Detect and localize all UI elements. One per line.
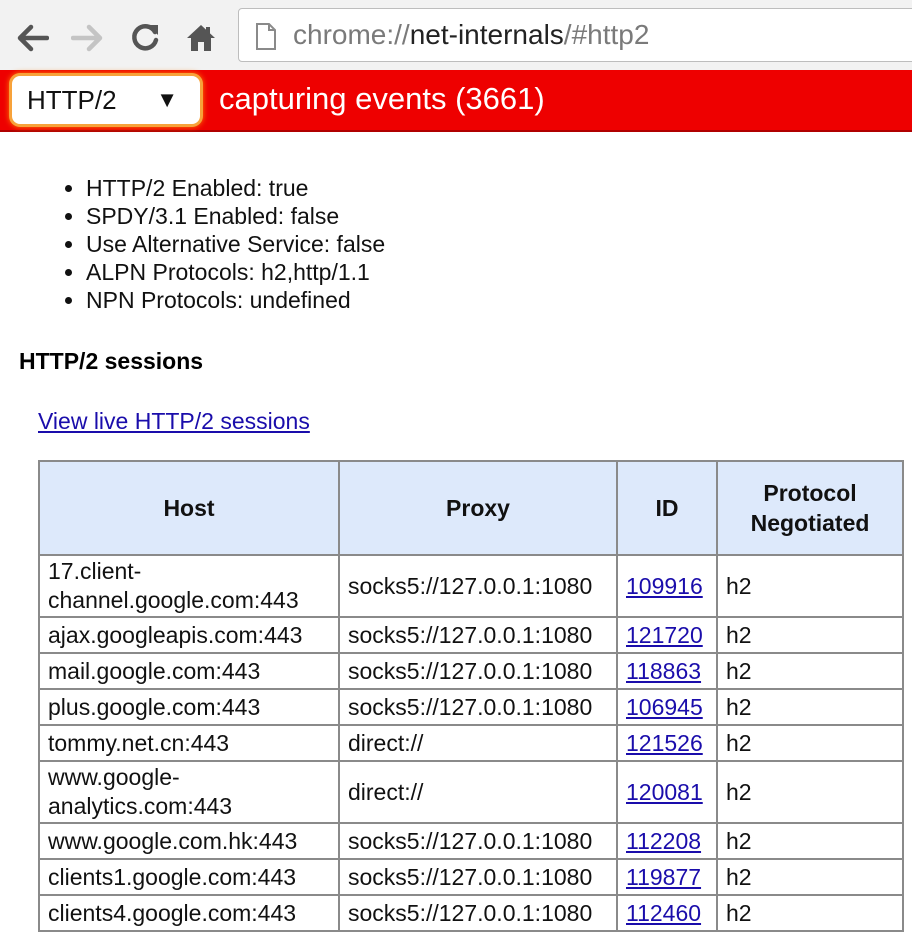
cell-proxy: direct:// — [339, 725, 617, 761]
cell-protocol: h2 — [717, 689, 903, 725]
cell-protocol: h2 — [717, 555, 903, 617]
back-button[interactable] — [14, 20, 50, 56]
cell-proxy: socks5://127.0.0.1:1080 — [339, 823, 617, 859]
home-button[interactable] — [183, 20, 219, 56]
session-id-link[interactable]: 106945 — [626, 693, 703, 720]
home-icon — [185, 22, 217, 54]
http2-status-list — [38, 174, 385, 314]
cell-proxy: socks5://127.0.0.1:1080 — [339, 895, 617, 931]
cell-protocol: h2 — [717, 859, 903, 895]
session-id-link[interactable]: 120081 — [626, 778, 703, 805]
cell-id — [617, 689, 717, 725]
cell-proxy: socks5://127.0.0.1:1080 — [339, 859, 617, 895]
cell-host: plus.google.com:443 — [39, 689, 339, 725]
header-id: ID — [617, 461, 717, 555]
capture-status-bar — [0, 70, 912, 132]
table-row — [39, 555, 903, 617]
status-item: • Use Alternative Service: false — [86, 230, 385, 258]
cell-host: ajax.googleapis.com:443 — [39, 617, 339, 653]
cell-host: mail.google.com:443 — [39, 653, 339, 689]
sessions-heading: HTTP/2 sessions — [19, 348, 204, 374]
session-id-link[interactable]: 112208 — [626, 827, 702, 854]
url-host: net-internals — [409, 19, 564, 50]
cell-host: clients1.google.com:443 — [39, 859, 339, 895]
table-row — [39, 617, 903, 653]
status-item: • NPN Protocols: undefined — [86, 286, 385, 314]
cell-id — [617, 653, 717, 689]
address-bar[interactable] — [238, 8, 912, 62]
cell-protocol: h2 — [717, 653, 903, 689]
table-row — [39, 895, 903, 931]
dropdown-arrow-icon: ▼ — [156, 87, 178, 112]
url-text — [293, 19, 649, 51]
header-protocol: Protocol Negotiated — [717, 461, 903, 555]
header-proxy: Proxy — [339, 461, 617, 555]
cell-proxy: socks5://127.0.0.1:1080 — [339, 617, 617, 653]
session-id-link[interactable]: 119877 — [626, 863, 702, 890]
reload-icon — [129, 22, 161, 54]
cell-id — [617, 725, 717, 761]
table-row — [39, 689, 903, 725]
cell-protocol: h2 — [717, 725, 903, 761]
cell-id — [617, 617, 717, 653]
capture-status-text: capturing events (3661) — [219, 81, 545, 116]
session-id-link[interactable]: 121526 — [626, 729, 703, 756]
cell-proxy: direct:// — [339, 761, 617, 823]
cell-id — [617, 555, 717, 617]
browser-toolbar — [0, 0, 912, 70]
cell-protocol: h2 — [717, 761, 903, 823]
page-icon — [255, 23, 277, 50]
cell-id — [617, 895, 717, 931]
session-id-link[interactable]: 118863 — [626, 657, 702, 684]
view-live-sessions-link[interactable]: View live HTTP/2 sessions — [38, 408, 310, 434]
session-id-link[interactable]: 112460 — [626, 899, 702, 926]
tab-selector-dropdown[interactable] — [12, 76, 200, 124]
cell-host: 17.client-channel.google.com:443 — [39, 555, 339, 617]
table-row — [39, 761, 903, 823]
reload-button[interactable] — [127, 20, 163, 56]
url-path: /#http2 — [563, 19, 650, 50]
table-row — [39, 859, 903, 895]
status-item: • HTTP/2 Enabled: true — [86, 174, 385, 202]
cell-host: www.google-analytics.com:443 — [39, 761, 339, 823]
cell-proxy: socks5://127.0.0.1:1080 — [339, 555, 617, 617]
session-id-link[interactable]: 121720 — [626, 621, 703, 648]
cell-protocol: h2 — [717, 823, 903, 859]
table-row — [39, 653, 903, 689]
status-item: • ALPN Protocols: h2,http/1.1 — [86, 258, 385, 286]
table-row — [39, 725, 903, 761]
table-header-row — [39, 461, 903, 555]
url-scheme: chrome:// — [293, 19, 410, 50]
table-row — [39, 823, 903, 859]
cell-host: clients4.google.com:443 — [39, 895, 339, 931]
cell-protocol: h2 — [717, 895, 903, 931]
status-item: • SPDY/3.1 Enabled: false — [86, 202, 385, 230]
tab-selector-value: HTTP/2 — [27, 85, 117, 115]
cell-id — [617, 761, 717, 823]
cell-proxy: socks5://127.0.0.1:1080 — [339, 653, 617, 689]
forward-arrow-icon — [71, 23, 105, 53]
forward-button[interactable] — [70, 20, 106, 56]
sessions-table — [38, 460, 904, 932]
cell-id — [617, 859, 717, 895]
cell-host: tommy.net.cn:443 — [39, 725, 339, 761]
cell-proxy: socks5://127.0.0.1:1080 — [339, 689, 617, 725]
cell-id — [617, 823, 717, 859]
session-id-link[interactable]: 109916 — [626, 572, 703, 599]
cell-host: www.google.com.hk:443 — [39, 823, 339, 859]
header-host: Host — [39, 461, 339, 555]
cell-protocol: h2 — [717, 617, 903, 653]
back-arrow-icon — [15, 23, 49, 53]
